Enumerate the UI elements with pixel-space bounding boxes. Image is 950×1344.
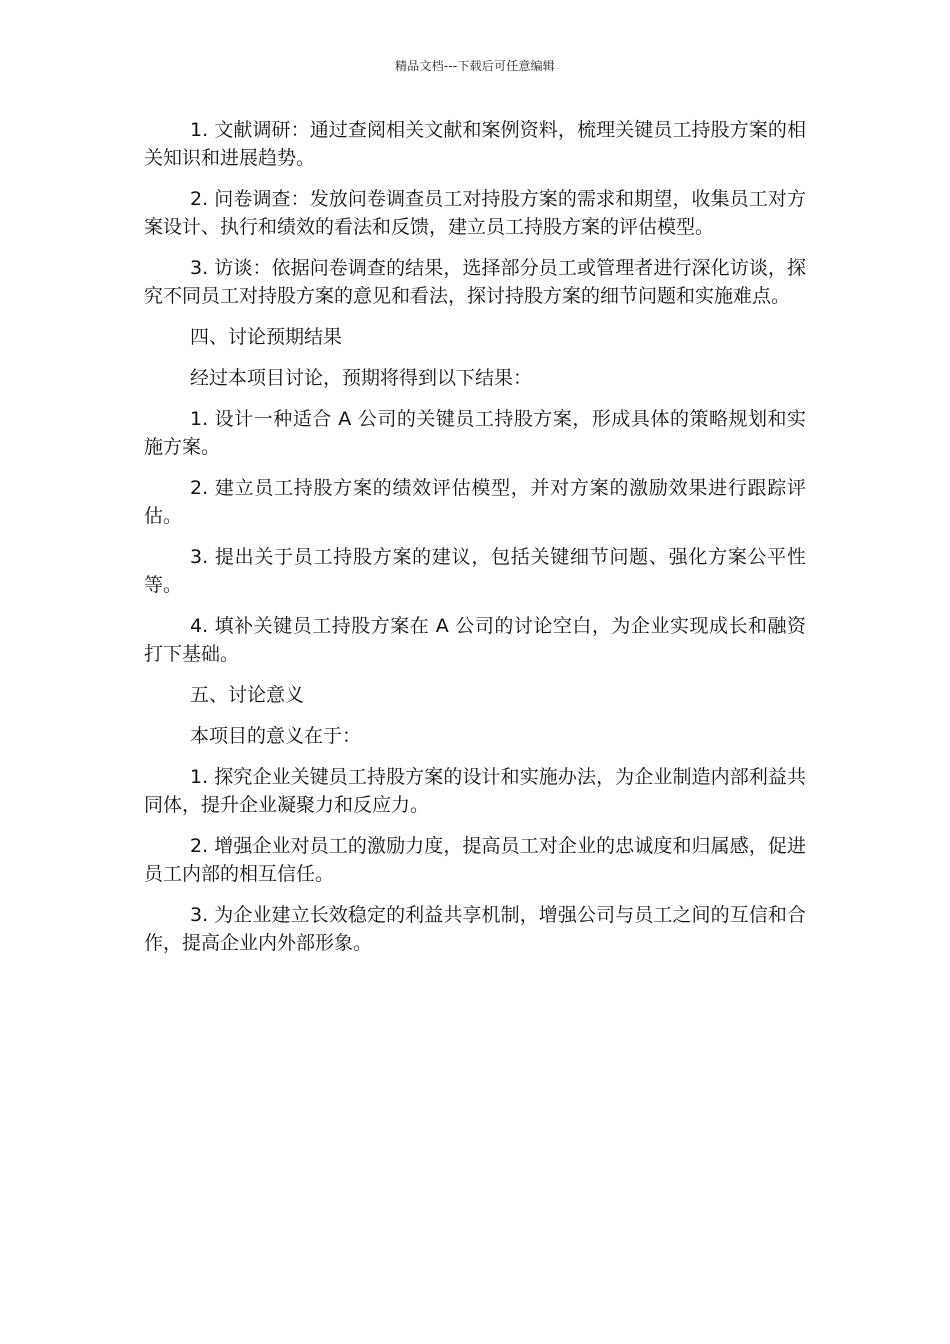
section-heading-expected-results: 四、讨论预期结果 bbox=[190, 326, 343, 348]
paragraph-method-survey: 2. 问卷调查：发放问卷调查员工对持股方案的需求和期望，收集员工对方案设计、执行和绩效的看法和反馈，建立员工持股方案的评估模型。 bbox=[144, 188, 806, 238]
paragraph-results-intro: 经过本项目讨论，预期将得到以下结果： bbox=[190, 367, 533, 389]
document-body bbox=[144, 116, 806, 970]
paragraph-significance-2: 2. 增强企业对员工的激励力度，提高员工对企业的忠诚度和归属感，促进员工内部的相互信任。 bbox=[144, 835, 806, 885]
paragraph-significance-1: 1. 探究企业关键员工持股方案的设计和实施办法，为企业制造内部利益共同体，提升企业凝聚力和反应力。 bbox=[144, 766, 806, 816]
paragraph-significance-3: 3. 为企业建立长效稳定的利益共享机制，增强公司与员工之间的互信和合作，提高企业内外部形象。 bbox=[144, 904, 806, 954]
section-heading-significance: 五、讨论意义 bbox=[190, 684, 305, 706]
paragraph-method-literature: 1. 文献调研：通过查阅相关文献和案例资料，梳理关键员工持股方案的相关知识和进展趋势。 bbox=[144, 119, 806, 169]
paragraph-result-1: 1. 设计一种适合 A 公司的关键员工持股方案，形成具体的策略规划和实施方案。 bbox=[144, 408, 806, 458]
paragraph-method-interview: 3. 访谈：依据问卷调查的结果，选择部分员工或管理者进行深化访谈，探究不同员工对持股方案的意见和看法，探讨持股方案的细节问题和实施难点。 bbox=[144, 257, 806, 307]
paragraph-result-2: 2. 建立员工持股方案的绩效评估模型，并对方案的激励效果进行跟踪评估。 bbox=[144, 477, 806, 527]
paragraph-result-4: 4. 填补关键员工持股方案在 A 公司的讨论空白，为企业实现成长和融资打下基础。 bbox=[144, 615, 806, 665]
paragraph-result-3: 3. 提出关于员工持股方案的建议，包括关键细节问题、强化方案公平性等。 bbox=[144, 546, 806, 596]
header-note: 精品文档---下载后可任意编辑 bbox=[395, 59, 555, 73]
paragraph-significance-intro: 本项目的意义在于： bbox=[190, 725, 362, 747]
